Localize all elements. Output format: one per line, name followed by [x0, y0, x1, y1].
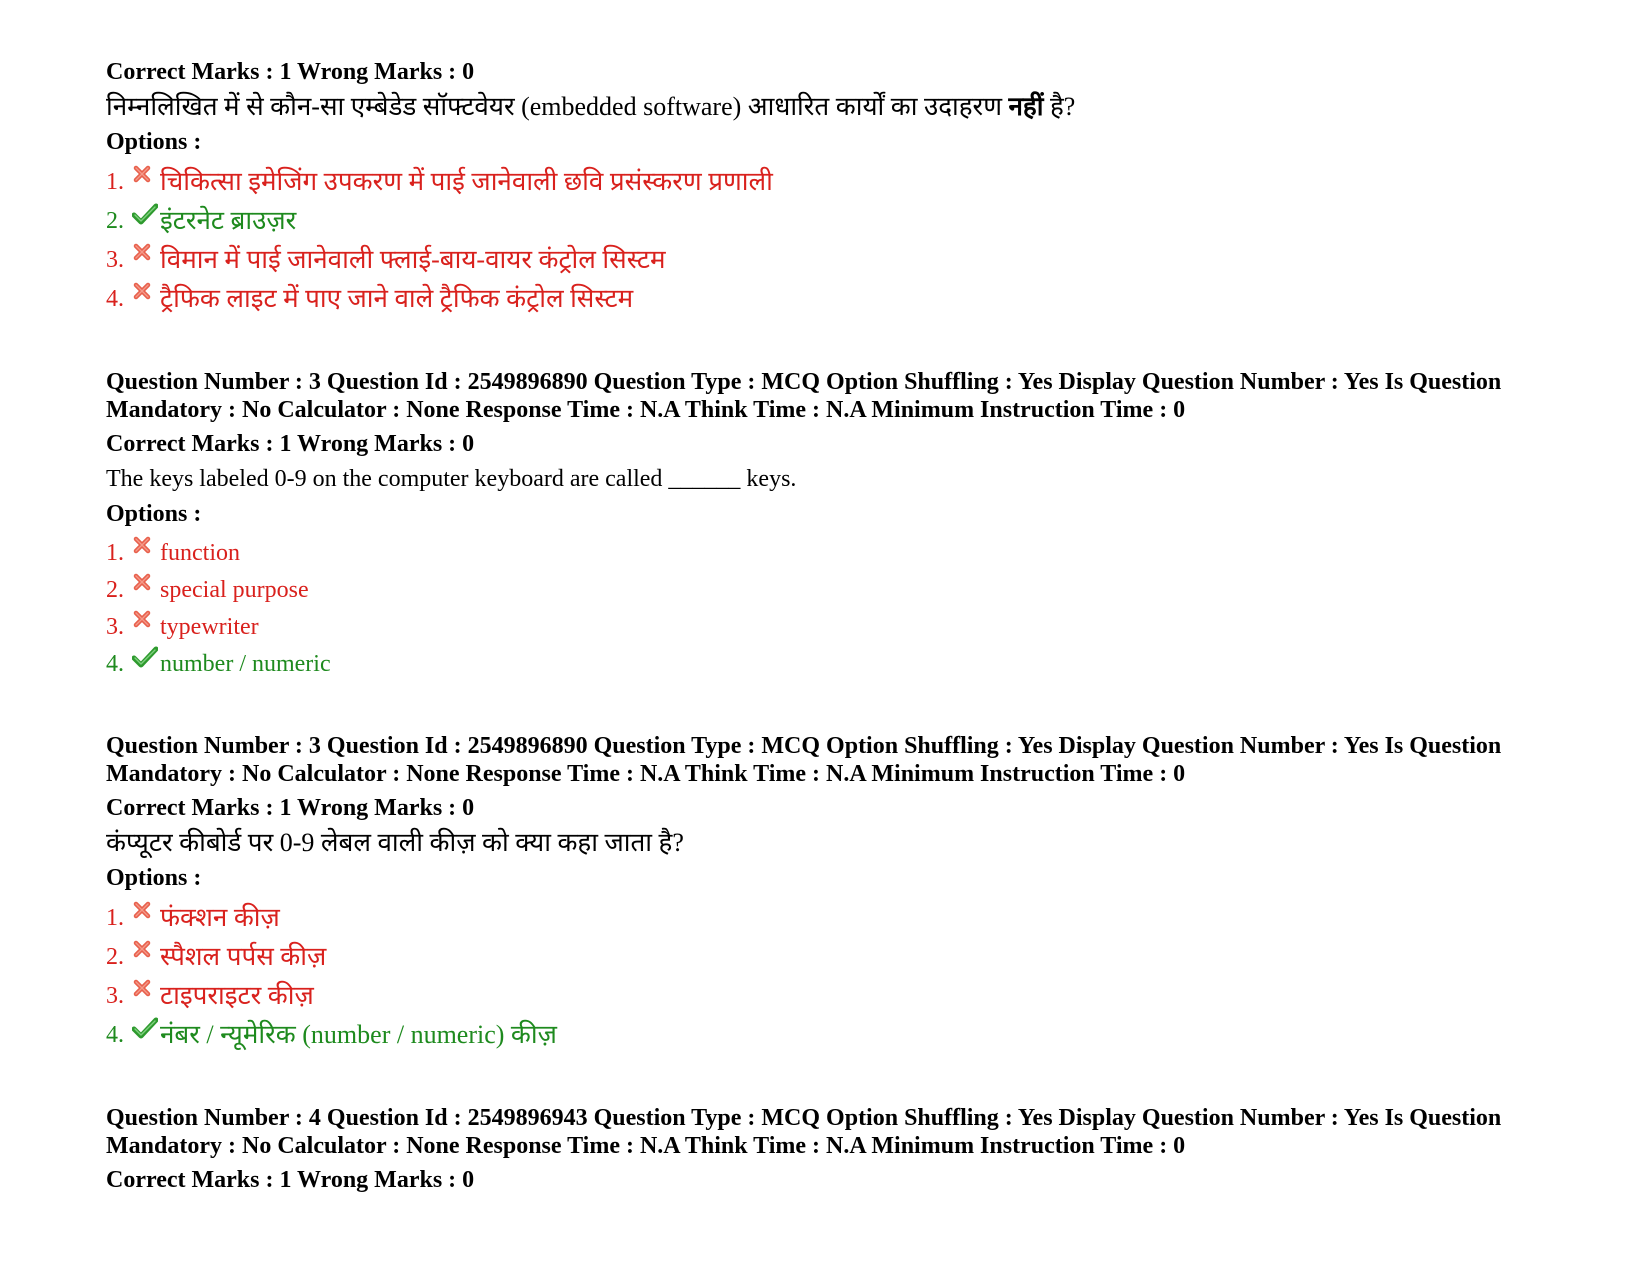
cross-icon: [132, 609, 160, 633]
options-label: Options :: [106, 129, 202, 155]
question-block-2-hindi: [106, 58, 1586, 318]
cross-icon: [132, 281, 160, 305]
option-text: चिकित्सा इमेजिंग उपकरण में पाई जानेवाली छवि प्रसंस्करण प्रणाली: [160, 166, 773, 196]
option-number: 1.: [106, 168, 124, 195]
question-meta-line-2: Mandatory : No Calculator : None Response Time : N.A Think Time : N.A Minimum Instruction Time : 0: [106, 761, 1186, 787]
option-number: 2.: [106, 943, 124, 970]
option-number: 2.: [106, 576, 124, 603]
question-text-post: है?: [1043, 92, 1076, 121]
cross-icon: [132, 939, 160, 963]
option-text: टाइपराइटर कीज़: [160, 980, 314, 1010]
question-text: कंप्यूटर कीबोर्ड पर 0-9 लेबल वाली कीज़ को क्या कहा जाता है?: [106, 828, 684, 857]
option-text: number / numeric: [160, 650, 331, 677]
question-meta-line-2: Mandatory : No Calculator : None Response Time : N.A Think Time : N.A Minimum Instruction Time : 0: [106, 1133, 1186, 1159]
checkmark-icon: [132, 1017, 160, 1041]
option-number: 4.: [106, 1021, 124, 1048]
question-meta-line-1: Question Number : 4 Question Id : 2549896943 Question Type : MCQ Option Shuffling : Yes Display Question Number : Yes Is Question: [106, 1105, 1502, 1131]
option-text: special purpose: [160, 576, 309, 603]
option-3: [106, 240, 1586, 279]
option-2: [106, 201, 1586, 240]
option-3: [106, 976, 1586, 1015]
option-text: नंबर / न्यूमेरिक (number / numeric) कीज़: [160, 1019, 557, 1049]
option-text: function: [160, 539, 240, 566]
marks-line: Correct Marks : 1 Wrong Marks : 0: [106, 1167, 475, 1193]
option-1: [106, 162, 1586, 201]
cross-icon: [132, 164, 160, 188]
question-text: The keys labeled 0-9 on the computer keyboard are called ______ keys.: [106, 466, 797, 492]
option-text: typewriter: [160, 613, 259, 640]
cross-icon: [132, 242, 160, 266]
question-block-4: [106, 1104, 1586, 1194]
option-2: [106, 571, 1586, 608]
marks-line: Correct Marks : 1 Wrong Marks : 0: [106, 59, 475, 85]
document-page: [106, 58, 1586, 1200]
option-number: 4.: [106, 285, 124, 312]
question-text-bold: नहीं: [1008, 92, 1044, 121]
cross-icon: [132, 978, 160, 1002]
option-text: इंटरनेट ब्राउज़र: [160, 205, 297, 235]
spacer: [106, 1054, 1586, 1104]
option-text: फंक्शन कीज़: [160, 902, 280, 932]
cross-icon: [132, 535, 160, 559]
option-number: 1.: [106, 539, 124, 566]
options-label: Options :: [106, 865, 202, 891]
marks-line: Correct Marks : 1 Wrong Marks : 0: [106, 431, 475, 457]
question-block-3-english: [106, 368, 1586, 682]
question-meta-line-1: Question Number : 3 Question Id : 2549896890 Question Type : MCQ Option Shuffling : Yes Display Question Number : Yes Is Question: [106, 369, 1502, 395]
question-meta-line-1: Question Number : 3 Question Id : 2549896890 Question Type : MCQ Option Shuffling : Yes Display Question Number : Yes Is Question: [106, 733, 1502, 759]
question-meta-line-2: Mandatory : No Calculator : None Response Time : N.A Think Time : N.A Minimum Instruction Time : 0: [106, 397, 1186, 423]
option-3: [106, 608, 1586, 645]
option-number: 3.: [106, 613, 124, 640]
option-4: [106, 645, 1586, 682]
option-1: [106, 534, 1586, 571]
option-text: विमान में पाई जानेवाली फ्लाई-बाय-वायर कंट्रोल सिस्टम: [160, 244, 666, 274]
option-number: 3.: [106, 982, 124, 1009]
marks-line: Correct Marks : 1 Wrong Marks : 0: [106, 795, 475, 821]
checkmark-icon: [132, 203, 160, 227]
checkmark-icon: [132, 646, 160, 670]
option-number: 4.: [106, 650, 124, 677]
option-2: [106, 937, 1586, 976]
options-label: Options :: [106, 501, 202, 527]
question-block-3-hindi: [106, 732, 1586, 1054]
option-number: 2.: [106, 207, 124, 234]
question-text-pre: निम्नलिखित में से कौन-सा एम्बेडेड सॉफ्टवेयर (embedded software) आधारित कार्यों का उदाहरण: [106, 92, 1009, 121]
option-4: [106, 1015, 1586, 1054]
spacer: [106, 682, 1586, 732]
option-text: ट्रैफिक लाइट में पाए जाने वाले ट्रैफिक कंट्रोल सिस्टम: [160, 283, 634, 313]
spacer: [106, 318, 1586, 368]
option-4: [106, 279, 1586, 318]
option-number: 1.: [106, 904, 124, 931]
cross-icon: [132, 572, 160, 596]
option-text: स्पैशल पर्पस कीज़: [160, 941, 327, 971]
question-text: [106, 92, 1586, 122]
option-1: [106, 898, 1586, 937]
option-number: 3.: [106, 246, 124, 273]
cross-icon: [132, 900, 160, 924]
